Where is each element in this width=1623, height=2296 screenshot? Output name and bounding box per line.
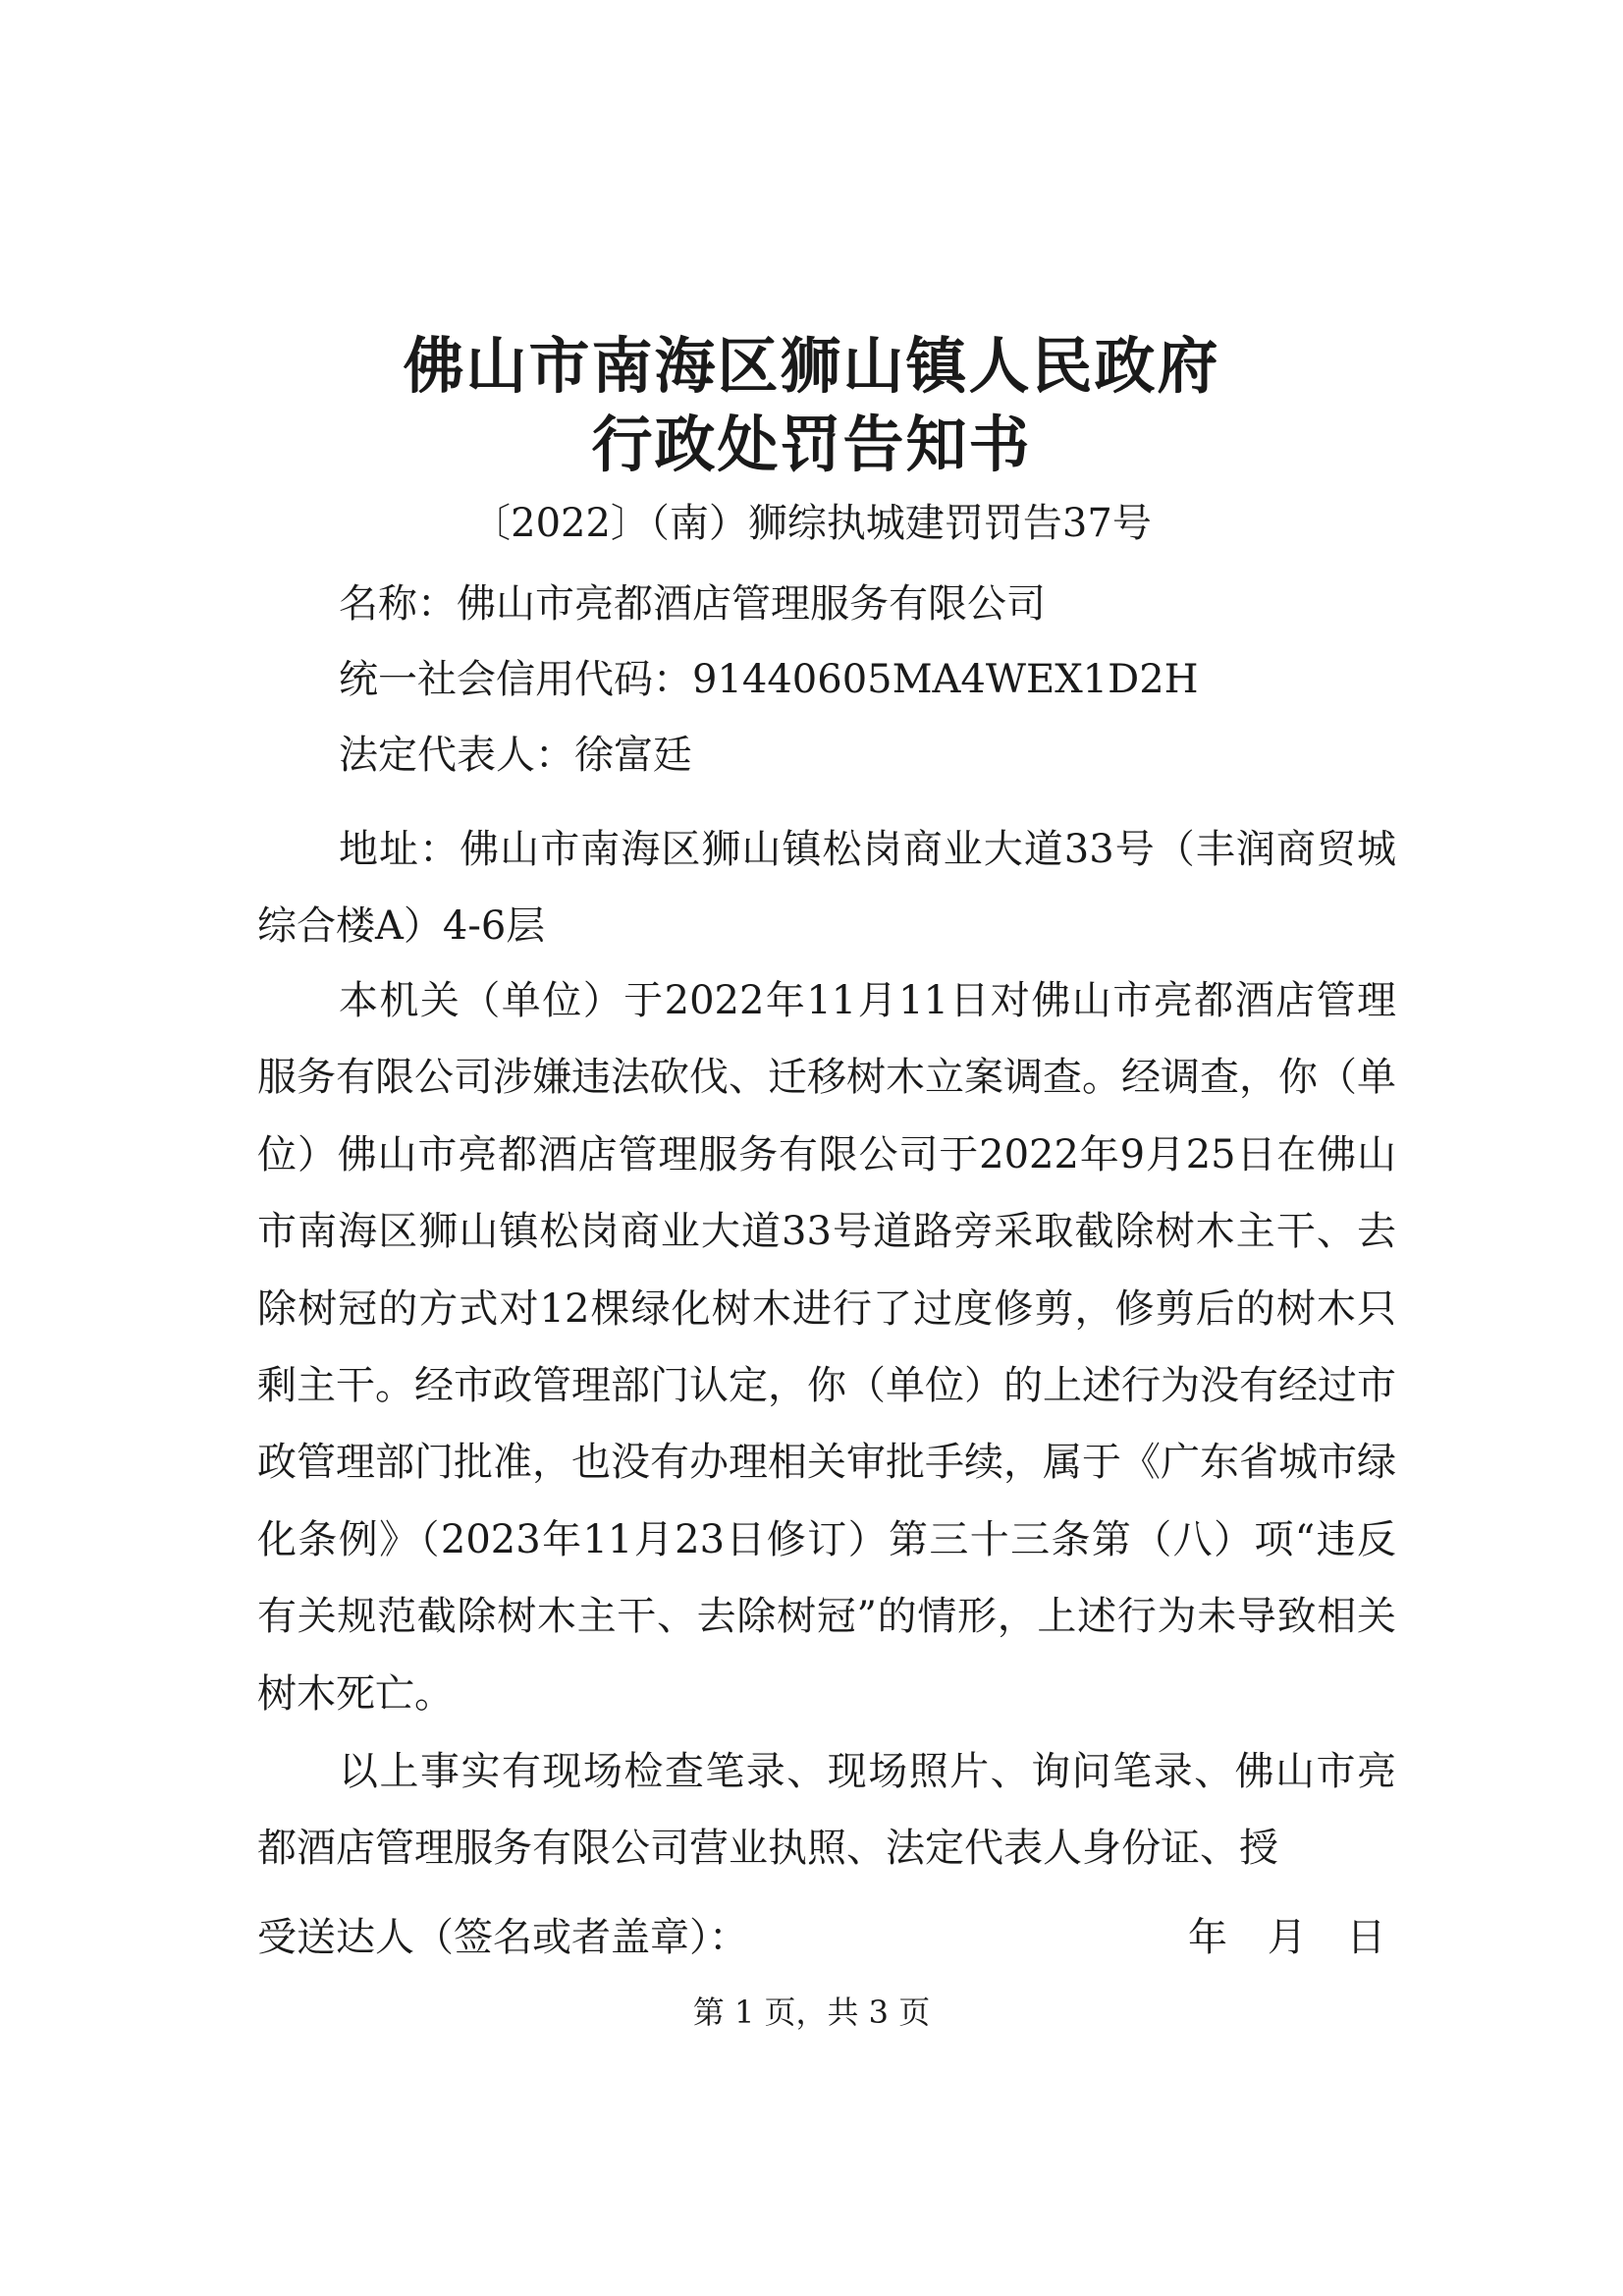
signature-date-placeholder: 年 月 日 <box>1188 1915 1386 1960</box>
party-address: 地址：佛山市南海区狮山镇松岗商业大道33号（丰润商贸城综合楼A）4-6层 <box>257 827 1396 950</box>
party-credit-code: 统一社会信用代码：91440605MA4WEX1D2H <box>339 657 1199 702</box>
document-number: 〔2022〕（南）狮综执城建罚罚告37号 <box>471 501 1152 546</box>
party-name: 名称：佛山市亮都酒店管理服务有限公司 <box>339 581 1046 627</box>
page-footer: 第 1 页，共 3 页 <box>692 1994 931 2031</box>
facts-paragraph: 本机关（单位）于2022年11月11日对佛山市亮都酒店管理服务有限公司涉嫌违法砍伐、迁移树木立案调查。经调查，你（单位）佛山市亮都酒店管理服务有限公司于2022年9月25日在佛山市南海区狮山镇松岗商业大道33号道路旁采取截除树木主干、去除树冠的方式对12棵绿化树木进行了过度修剪，修剪后的树木只剩主干。经市政管理部门认定，你（单位）的上述行为没有经过市政管理部门批准，也没有办理相关审批手续，属于《广东省城市绿化条例》（2023年11月23日修订）第三十三条第（八）项“违反有关规范截除树木主干、去除树冠”的情形，上述行为未导致相关树木死亡。 <box>257 978 1396 1717</box>
receiver-signature-label: 受送达人（签名或者盖章）： <box>257 1915 748 1960</box>
document-title-line2: 行政处罚告知书 <box>591 409 1032 480</box>
evidence-paragraph: 以上事实有现场检查笔录、现场照片、询问笔录、佛山市亮都酒店管理服务有限公司营业执照、法定代表人身份证、授 <box>257 1749 1396 1872</box>
party-legal-representative: 法定代表人：徐富廷 <box>339 733 692 778</box>
document-title-line1: 佛山市南海区狮山镇人民政府 <box>403 330 1220 402</box>
